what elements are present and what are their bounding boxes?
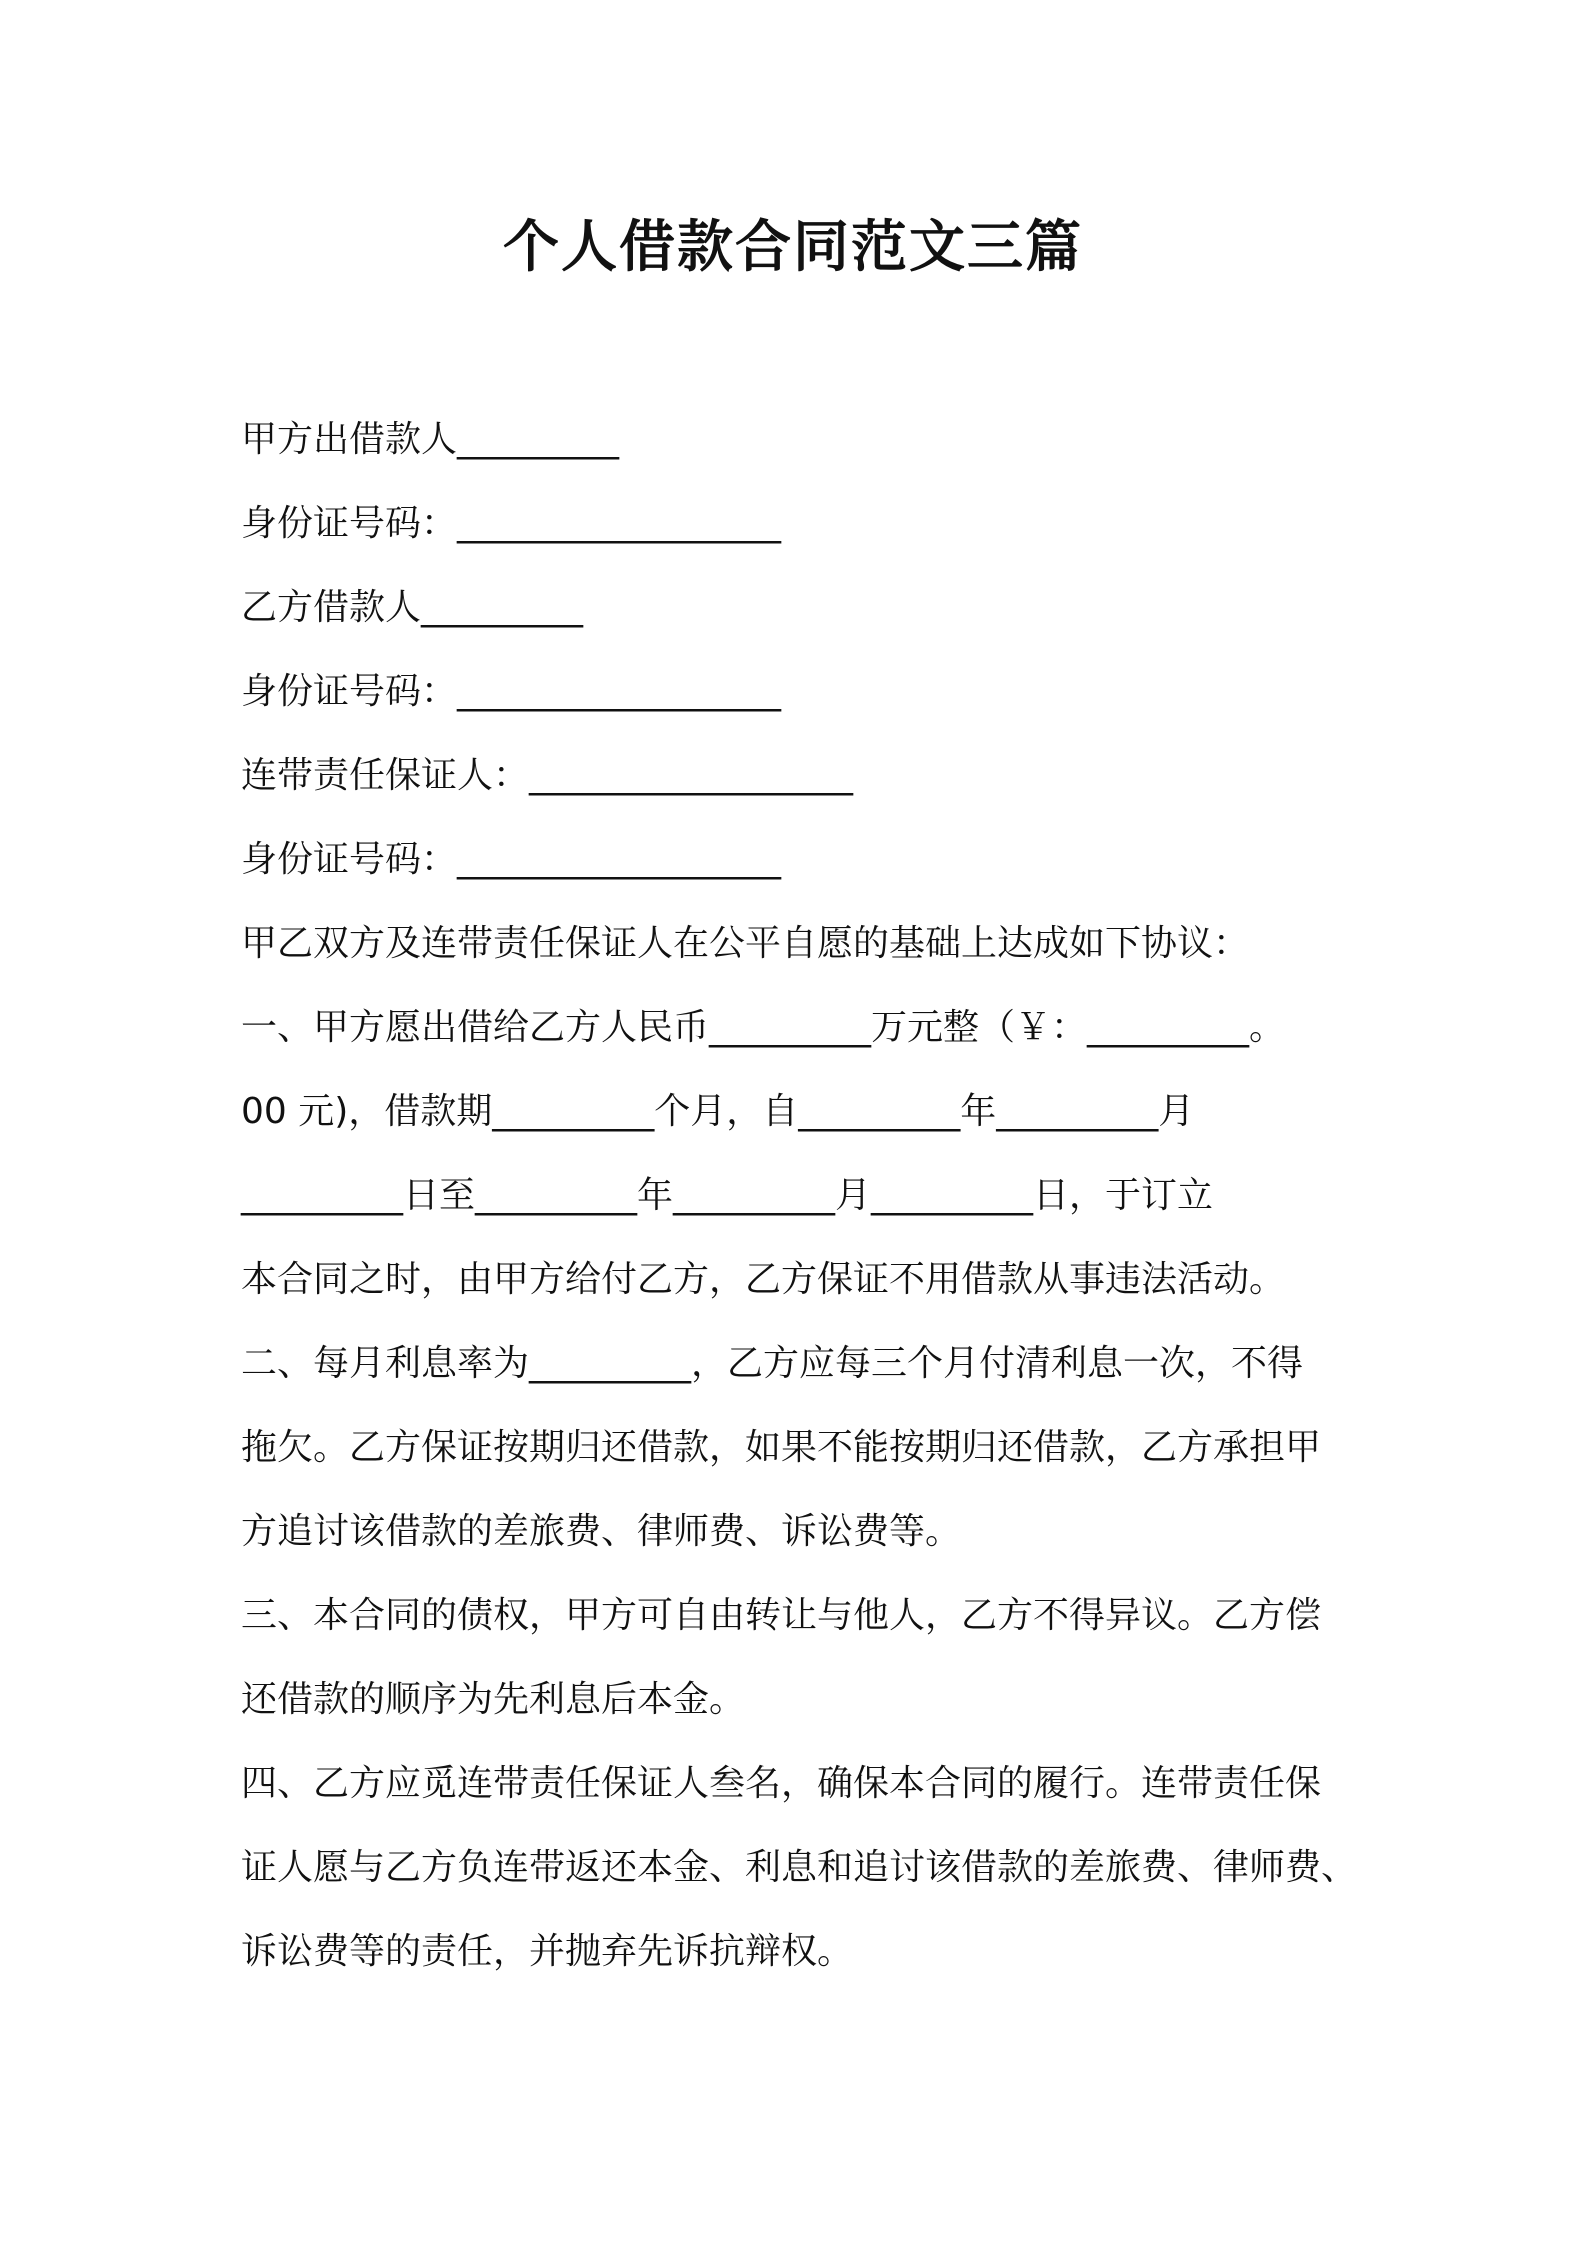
clause-4-line-3: 诉讼费等的责任，并抛弃先诉抗辩权。 xyxy=(241,1931,854,1972)
document-body xyxy=(241,398,1361,1994)
borrower-name-line: 乙方借款人_________ xyxy=(241,587,584,628)
clause-2-line-3: 方追讨该借款的差旅费、律师费、诉讼费等。 xyxy=(241,1511,962,1552)
clause-2-line-1: 二、每月利息率为_________，乙方应每三个月付清利息一次，不得 xyxy=(241,1343,1304,1384)
clause-3-line-2: 还借款的顺序为先利息后本金。 xyxy=(241,1679,746,1720)
lender-name-line: 甲方出借款人_________ xyxy=(241,419,620,460)
clause-1-line-2: 00 元)，借款期_________个月，自_________年_________月 xyxy=(241,1091,1195,1132)
clause-1-line-3: _________日至_________年_________月_________日，于订立 xyxy=(241,1175,1214,1216)
borrower-id-line: 身份证号码：__________________ xyxy=(241,671,782,712)
clause-3-line-1: 三、本合同的债权，甲方可自由转让与他人，乙方不得异议。乙方偿 xyxy=(241,1595,1322,1636)
clause-1-line-4: 本合同之时，由甲方给付乙方，乙方保证不用借款从事违法活动。 xyxy=(241,1259,1286,1300)
guarantor-name-line: 连带责任保证人：__________________ xyxy=(241,755,854,796)
clause-4-line-2: 证人愿与乙方负连带返还本金、利息和追讨该借款的差旅费、律师费、 xyxy=(241,1847,1358,1888)
lender-id-line: 身份证号码：__________________ xyxy=(241,503,782,544)
document-title: 个人借款合同范文三篇 xyxy=(503,215,1083,280)
clause-1-line-1: 一、甲方愿出借给乙方人民币_________万元整（￥：_________。 xyxy=(241,1007,1286,1048)
guarantor-id-line: 身份证号码：__________________ xyxy=(241,839,782,880)
clause-4-line-1: 四、乙方应觅连带责任保证人叁名，确保本合同的履行。连带责任保 xyxy=(241,1763,1322,1804)
clause-2-line-2: 拖欠。乙方保证按期归还借款，如果不能按期归还借款，乙方承担甲 xyxy=(241,1427,1322,1468)
agreement-intro-line: 甲乙双方及连带责任保证人在公平自愿的基础上达成如下协议： xyxy=(241,923,1250,964)
